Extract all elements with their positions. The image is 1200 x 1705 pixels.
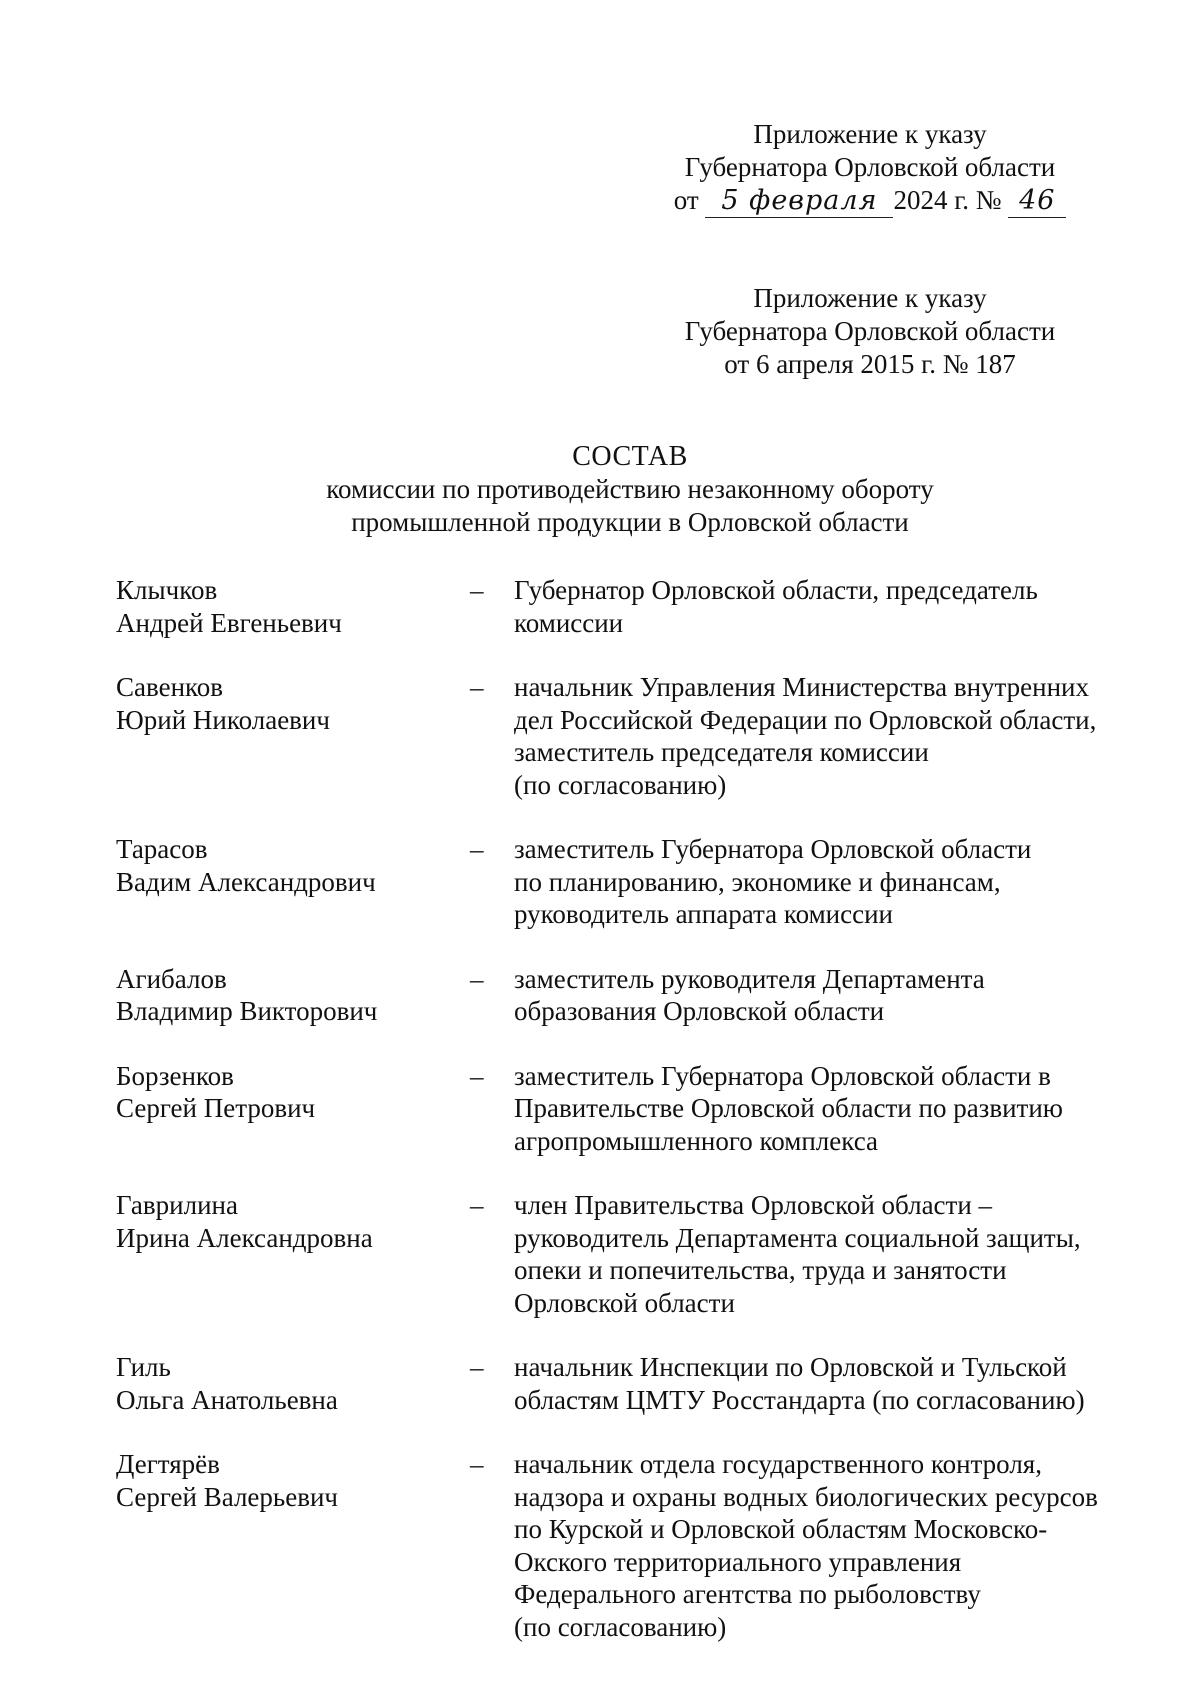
member-given-name: Ирина Александровна xyxy=(116,1222,373,1253)
member-name xyxy=(116,1351,461,1416)
member-role-line: заместитель председателя комиссии xyxy=(514,737,929,767)
member-row xyxy=(116,1060,1126,1158)
member-surname: Гиль xyxy=(116,1352,171,1382)
title-line: промышленной продукции в Орловской области xyxy=(351,507,909,537)
member-role-line: заместитель руководителя Департамента xyxy=(514,963,985,994)
member-dash: – xyxy=(470,672,484,702)
members-list xyxy=(116,574,1126,1643)
document-title xyxy=(200,440,1060,539)
member-role-line: Окского территориального управления xyxy=(514,1546,962,1577)
member-name xyxy=(116,833,461,931)
annex-line: Приложение к указу xyxy=(753,119,987,149)
member-dash: – xyxy=(470,834,484,864)
member-given-name: Юрий Николаевич xyxy=(116,704,330,735)
member-dash: – xyxy=(470,963,484,994)
member-role-line: агропромышленного комплекса xyxy=(514,1125,878,1156)
member-dash: – xyxy=(470,575,484,605)
annex-date-line xyxy=(660,184,1080,218)
annex-header-current xyxy=(660,118,1080,218)
member-role-line: заместитель Губернатора Орловской области в xyxy=(514,1060,1051,1091)
title-line: комиссии по противодействию незаконному обороту xyxy=(326,474,934,504)
member-role xyxy=(504,1351,1126,1416)
member-row xyxy=(116,574,1126,639)
member-role xyxy=(504,671,1126,801)
member-role-line: руководитель аппарата комиссии xyxy=(514,899,893,929)
member-role xyxy=(504,833,1126,931)
member-role xyxy=(504,1448,1126,1643)
member-role-line: руководитель Департамента социальной защиты, xyxy=(514,1222,1081,1253)
member-given-name: Сергей Валерьевич xyxy=(116,1481,338,1512)
member-dash: – xyxy=(470,1352,484,1382)
member-surname: Савенков xyxy=(116,672,224,702)
date-suffix: 2024 г. № xyxy=(893,185,1002,215)
member-surname: Гаврилина xyxy=(116,1190,238,1220)
date-prefix: от xyxy=(673,185,699,215)
member-row xyxy=(116,671,1126,801)
member-role-line: начальник Управления Министерства внутренних xyxy=(514,672,1089,702)
member-role xyxy=(504,1189,1126,1319)
annex-header-original xyxy=(660,282,1080,381)
member-role-line: дел Российской Федерации по Орловской области, xyxy=(514,704,1097,735)
member-role-line: Губернатор Орловской области, председатель xyxy=(514,575,1038,605)
member-role-line: комиссии xyxy=(514,607,624,638)
member-role-line: Правительстве Орловской области по развитию xyxy=(514,1093,1063,1123)
member-role-line: областям ЦМТУ Росстандарта (по согласованию) xyxy=(514,1384,1085,1415)
member-row xyxy=(116,833,1126,931)
member-role-line: член Правительства Орловской области – xyxy=(514,1190,993,1220)
member-dash: – xyxy=(470,1449,484,1479)
member-role-line: образования Орловской области xyxy=(514,996,885,1026)
member-surname: Тарасов xyxy=(116,834,208,864)
member-surname: Клычков xyxy=(116,575,218,605)
member-role-line: Федерального агентства по рыболовству xyxy=(514,1579,981,1609)
member-role-line: начальник Инспекции по Орловской и Тульской xyxy=(514,1352,1067,1382)
member-name xyxy=(116,1060,461,1158)
annex-line: Губернатора Орловской области xyxy=(684,152,1056,182)
member-name xyxy=(116,574,461,639)
member-row xyxy=(116,963,1126,1028)
member-role-line: начальник отдела государственного контроля, xyxy=(514,1449,1042,1479)
member-name xyxy=(116,963,461,1028)
annex-line: от 6 апреля 2015 г. № 187 xyxy=(724,349,1016,379)
member-surname: Дегтярёв xyxy=(116,1449,220,1479)
member-dash: – xyxy=(470,1060,484,1091)
member-role xyxy=(504,963,1126,1028)
title-heading: СОСТАВ xyxy=(572,441,688,472)
member-role-line: (по согласованию) xyxy=(514,1611,727,1642)
member-role-line: по планированию, экономике и финансам, xyxy=(514,866,1001,897)
member-role-line: заместитель Губернатора Орловской области xyxy=(514,834,1032,864)
member-given-name: Владимир Викторович xyxy=(116,996,378,1026)
member-role-line: (по согласованию) xyxy=(514,769,727,800)
member-given-name: Ольга Анатольевна xyxy=(116,1384,338,1415)
member-row xyxy=(116,1351,1126,1416)
member-role-line: по Курской и Орловской областям Московско- xyxy=(514,1514,1048,1544)
handwritten-number: 46 xyxy=(1008,184,1066,218)
member-role-line: надзора и охраны водных биологических ресурсов xyxy=(514,1481,1098,1512)
member-row xyxy=(116,1448,1126,1643)
member-surname: Борзенков xyxy=(116,1060,234,1091)
member-row xyxy=(116,1189,1126,1319)
member-dash: – xyxy=(470,1190,484,1220)
annex-line: Приложение к указу xyxy=(753,283,987,313)
member-surname: Агибалов xyxy=(116,963,227,994)
member-role xyxy=(504,1060,1126,1158)
member-given-name: Вадим Александрович xyxy=(116,866,376,897)
member-name xyxy=(116,1448,461,1643)
member-name xyxy=(116,671,461,801)
member-role-line: опеки и попечительства, труда и занятости xyxy=(514,1255,1007,1285)
member-role-line: Орловской области xyxy=(514,1287,735,1318)
handwritten-date: 5 февраля xyxy=(705,184,893,218)
member-given-name: Андрей Евгеньевич xyxy=(116,607,342,638)
member-role xyxy=(504,574,1126,639)
member-name xyxy=(116,1189,461,1319)
annex-line: Губернатора Орловской области xyxy=(684,316,1056,346)
member-given-name: Сергей Петрович xyxy=(116,1093,316,1123)
